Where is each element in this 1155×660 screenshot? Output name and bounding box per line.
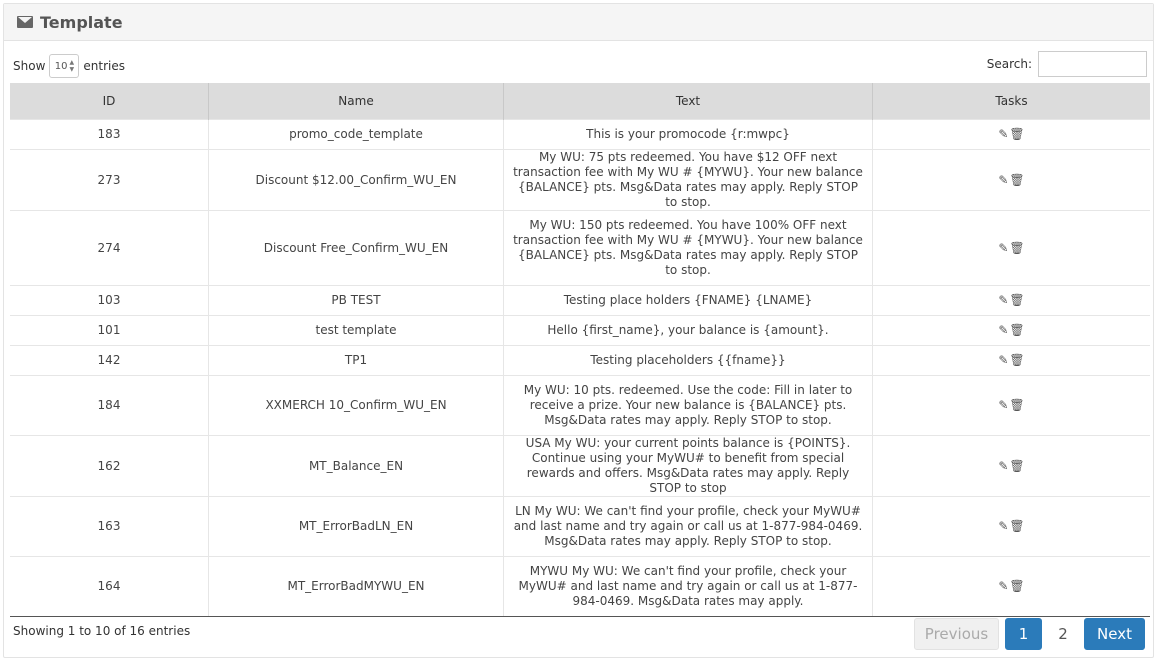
cell-text: My WU: 10 pts. redeemed. Use the code: Fill in later to receive a prize. Your new balance is {BALANCE} pts. Msg&Data rates may apply. Reply STOP to stop. (504, 376, 873, 436)
table-row (10, 346, 1150, 376)
page-2-button[interactable]: 2 (1048, 618, 1078, 650)
table-row (10, 376, 1150, 436)
cell-id: 163 (10, 497, 209, 557)
entries-select[interactable] (49, 54, 79, 78)
entries-select-value: 10 (54, 60, 68, 72)
table-row (10, 436, 1150, 497)
cell-text: Hello {first_name}, your balance is {amount}. (504, 316, 873, 346)
envelope-icon (17, 16, 33, 28)
entries-label: entries (83, 59, 125, 73)
cell-id: 164 (10, 557, 209, 617)
previous-button[interactable]: Previous (914, 618, 999, 650)
page-1-button[interactable]: 1 (1005, 618, 1042, 650)
select-arrows-icon: ▲ ▼ (69, 59, 75, 73)
cell-text: MYWU My WU: We can't find your profile, check your MyWU# and last name and try again or call us at 1-877-984-0469. Msg&Data rates may apply. (504, 557, 873, 617)
edit-icon[interactable]: ✎ (998, 293, 1009, 307)
cell-tasks (873, 211, 1151, 286)
edit-icon[interactable]: ✎ (998, 240, 1009, 255)
next-button[interactable]: Next (1084, 618, 1145, 650)
column-header-name[interactable]: Name (209, 83, 504, 120)
cell-name: promo_code_template (209, 120, 504, 150)
trash-icon[interactable]: 🗑 (1009, 519, 1025, 533)
edit-icon[interactable]: ✎ (998, 458, 1009, 473)
edit-icon[interactable]: ✎ (998, 519, 1009, 533)
cell-text: My WU: 150 pts redeemed. You have 100% OFF next transaction fee with My WU # {MYWU}. Your new balance {BALANCE} pts. Msg&Data rates may apply. Reply STOP to stop. (504, 211, 873, 286)
edit-icon[interactable]: ✎ (998, 172, 1009, 187)
cell-id: 273 (10, 150, 209, 211)
table-row (10, 286, 1150, 316)
cell-id: 274 (10, 211, 209, 286)
cell-text: LN My WU: We can't find your profile, check your MyWU# and last name and try again or call us at 1-877-984-0469. Msg&Data rates may apply. Reply STOP to stop. (504, 497, 873, 557)
panel-header (4, 4, 1153, 41)
cell-tasks (873, 497, 1151, 557)
table-info: Showing 1 to 10 of 16 entries (13, 624, 191, 638)
cell-text: USA My WU: your current points balance is {POINTS}. Continue using your MyWU# to benefit from special rewards and offers. Msg&Data rates may apply. Reply STOP to stop (504, 436, 873, 497)
cell-tasks (873, 120, 1151, 150)
cell-name: test template (209, 316, 504, 346)
cell-id: 142 (10, 346, 209, 376)
table-row (10, 150, 1150, 211)
trash-icon[interactable]: 🗑 (1009, 240, 1025, 255)
edit-icon[interactable]: ✎ (998, 127, 1009, 141)
cell-name: Discount Free_Confirm_WU_EN (209, 211, 504, 286)
table-row (10, 120, 1150, 150)
edit-icon[interactable]: ✎ (998, 323, 1009, 337)
length-control (13, 54, 125, 78)
cell-tasks (873, 150, 1151, 211)
cell-tasks (873, 436, 1151, 497)
cell-tasks (873, 346, 1151, 376)
cell-name: TP1 (209, 346, 504, 376)
search-label: Search: (986, 57, 1032, 71)
search-input[interactable] (1038, 51, 1147, 77)
cell-tasks (873, 316, 1151, 346)
show-label: Show (13, 59, 46, 73)
trash-icon[interactable]: 🗑 (1009, 127, 1025, 141)
pagination (908, 618, 1145, 650)
trash-icon[interactable]: 🗑 (1009, 458, 1025, 473)
cell-id: 183 (10, 120, 209, 150)
cell-text: Testing place holders {FNAME} {LNAME} (504, 286, 873, 316)
cell-text: My WU: 75 pts redeemed. You have $12 OFF next transaction fee with My WU # {MYWU}. Your new balance {BALANCE} pts. Msg&Data rates may apply. Reply STOP to stop. (504, 150, 873, 211)
cell-name: XXMERCH 10_Confirm_WU_EN (209, 376, 504, 436)
cell-name: MT_ErrorBadLN_EN (209, 497, 504, 557)
trash-icon[interactable]: 🗑 (1009, 172, 1025, 187)
edit-icon[interactable]: ✎ (998, 579, 1009, 593)
cell-tasks (873, 376, 1151, 436)
cell-id: 101 (10, 316, 209, 346)
cell-name: MT_ErrorBadMYWU_EN (209, 557, 504, 617)
cell-tasks (873, 557, 1151, 617)
trash-icon[interactable]: 🗑 (1009, 398, 1025, 412)
table-row (10, 497, 1150, 557)
column-header-id[interactable]: ID (10, 83, 209, 120)
edit-icon[interactable]: ✎ (998, 398, 1009, 412)
table-controls (4, 41, 1153, 85)
cell-id: 103 (10, 286, 209, 316)
table-row (10, 557, 1150, 617)
cell-id: 162 (10, 436, 209, 497)
trash-icon[interactable]: 🗑 (1009, 293, 1025, 307)
table-row (10, 316, 1150, 346)
templates-table (10, 83, 1150, 617)
trash-icon[interactable]: 🗑 (1009, 323, 1025, 337)
trash-icon[interactable]: 🗑 (1009, 579, 1025, 593)
search-control (987, 51, 1147, 77)
column-header-tasks: Tasks (873, 83, 1151, 120)
cell-text: Testing placeholders {{fname}} (504, 346, 873, 376)
cell-id: 184 (10, 376, 209, 436)
template-panel (3, 3, 1154, 658)
cell-name: PB TEST (209, 286, 504, 316)
cell-text: This is your promocode {r:mwpc} (504, 120, 873, 150)
table-row (10, 211, 1150, 286)
column-header-text[interactable]: Text (504, 83, 873, 120)
trash-icon[interactable]: 🗑 (1009, 353, 1025, 367)
cell-tasks (873, 286, 1151, 316)
edit-icon[interactable]: ✎ (998, 353, 1009, 367)
page-title: Template (40, 12, 123, 32)
cell-name: MT_Balance_EN (209, 436, 504, 497)
cell-name: Discount $12.00_Confirm_WU_EN (209, 150, 504, 211)
